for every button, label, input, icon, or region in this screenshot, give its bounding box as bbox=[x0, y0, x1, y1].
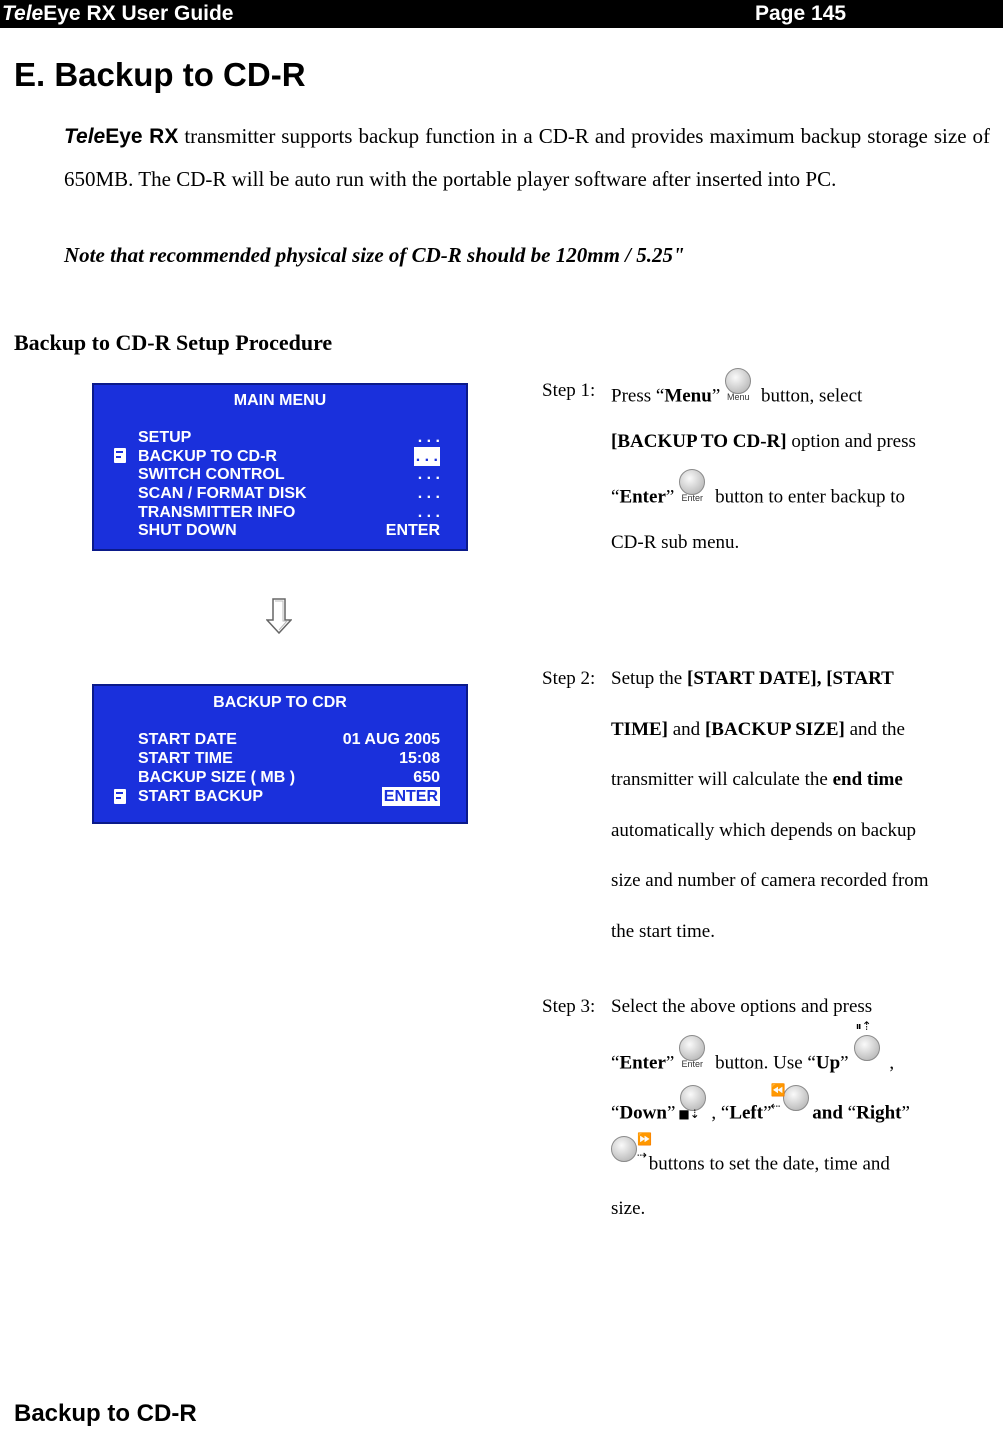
procedure-title: Backup to CD-R Setup Procedure bbox=[14, 330, 333, 355]
enter-button-icon: Enter bbox=[677, 1035, 707, 1069]
left-button-icon: ⏪ ⇠ bbox=[775, 1085, 805, 1119]
backup-menu-screen bbox=[92, 684, 468, 824]
step-3-line-4: size. bbox=[611, 1198, 646, 1219]
right-button-icon: ⏩ ⇢ bbox=[611, 1136, 641, 1170]
note-text: Note that recommended physical size of CD-R should be 120mm / 5.25" bbox=[64, 243, 685, 267]
step-3-line-2: “Down” ■⇣ , “Left” ⏪ ⇠ and “Right” bbox=[611, 1083, 910, 1124]
step-2-line-5: size and number of camera recorded from bbox=[611, 870, 929, 891]
step-2-number: Step 2: bbox=[542, 668, 596, 689]
menu-cursor-icon bbox=[114, 448, 126, 463]
menu-item-shut-down[interactable]: SHUT DOWN ENTER bbox=[138, 522, 440, 539]
backup-cursor-icon bbox=[114, 789, 126, 804]
step-3-line-0: Select the above options and press bbox=[611, 996, 873, 1017]
intro-brand bbox=[64, 125, 178, 148]
intro-text: transmitter supports backup function in a CD-R and provides maximum backup storage size of 650MB. The CD-R will be auto run with the portable player software after inserted into PC. bbox=[64, 124, 990, 191]
main-menu-title: MAIN MENU bbox=[233, 392, 327, 409]
step-1-line-3: “Enter” Enter button to enter backup to bbox=[611, 481, 905, 515]
backup-item-start-backup[interactable]: START BACKUP ENTER bbox=[138, 788, 438, 805]
backup-item-backup-size[interactable]: BACKUP SIZE ( MB ) 650 bbox=[138, 769, 440, 786]
menu-item-transmitter-info[interactable]: TRANSMITTER INFO . . . bbox=[138, 504, 440, 521]
step-3-line-3: ⏩ ⇢ buttons to set the date, time and bbox=[611, 1148, 890, 1182]
intro-brand-suffix: Eye RX bbox=[105, 125, 179, 148]
header-brand bbox=[2, 0, 234, 28]
down-button-icon: ■⇣ bbox=[678, 1085, 708, 1119]
step-2-line-4: automatically which depends on backup bbox=[611, 820, 916, 841]
page-header bbox=[0, 0, 1003, 28]
menu-item-switch-control[interactable]: SWITCH CONTROL . . . bbox=[138, 466, 440, 483]
up-button-icon: ⏸⇡ bbox=[852, 1035, 882, 1069]
page-footer: Backup to CD-R bbox=[14, 1400, 197, 1427]
menu-item-scan-format-disk[interactable]: SCAN / FORMAT DISK . . . bbox=[138, 485, 440, 502]
enter-button-icon: Enter bbox=[677, 469, 707, 503]
backup-item-start-date[interactable]: START DATE 01 AUG 2005 bbox=[138, 731, 440, 748]
step-2-line-2: TIME] and [BACKUP SIZE] and the bbox=[611, 719, 905, 740]
backup-menu-title: BACKUP TO CDR bbox=[213, 694, 347, 711]
step-2-line-1: Setup the [START DATE], [START bbox=[611, 668, 894, 689]
step-2-line-6: the start time. bbox=[611, 921, 715, 942]
step-1-line-2: [BACKUP TO CD-R] option and press bbox=[611, 431, 916, 452]
main-menu-screen bbox=[92, 383, 468, 551]
menu-item-setup[interactable]: SETUP . . . bbox=[138, 429, 440, 446]
page-number: Page 145 bbox=[755, 2, 847, 25]
brand-suffix: Eye RX User Guide bbox=[43, 2, 234, 25]
backup-item-start-time[interactable]: START TIME 15:08 bbox=[138, 750, 440, 767]
step-3-number: Step 3: bbox=[542, 996, 596, 1017]
intro-paragraph bbox=[64, 115, 990, 200]
step-1-line-4: CD-R sub menu. bbox=[611, 532, 740, 553]
down-arrow-icon bbox=[266, 598, 292, 634]
menu-item-backup-to-cdr[interactable]: BACKUP TO CD-R . . . bbox=[138, 448, 438, 465]
section-title: E. Backup to CD-R bbox=[14, 56, 306, 93]
step-3-line-1: “Enter” Enter button. Use “Up” ⏸⇡ , bbox=[611, 1019, 895, 1074]
intro-brand-prefix: Tele bbox=[64, 125, 106, 148]
step-2-line-3: transmitter will calculate the end time bbox=[611, 769, 903, 790]
menu-button-icon: Menu bbox=[723, 368, 753, 402]
brand-prefix: Tele bbox=[2, 2, 44, 25]
step-1-line-1: Press “Menu” Menu button, select bbox=[611, 380, 862, 414]
step-1-number: Step 1: bbox=[542, 380, 596, 401]
